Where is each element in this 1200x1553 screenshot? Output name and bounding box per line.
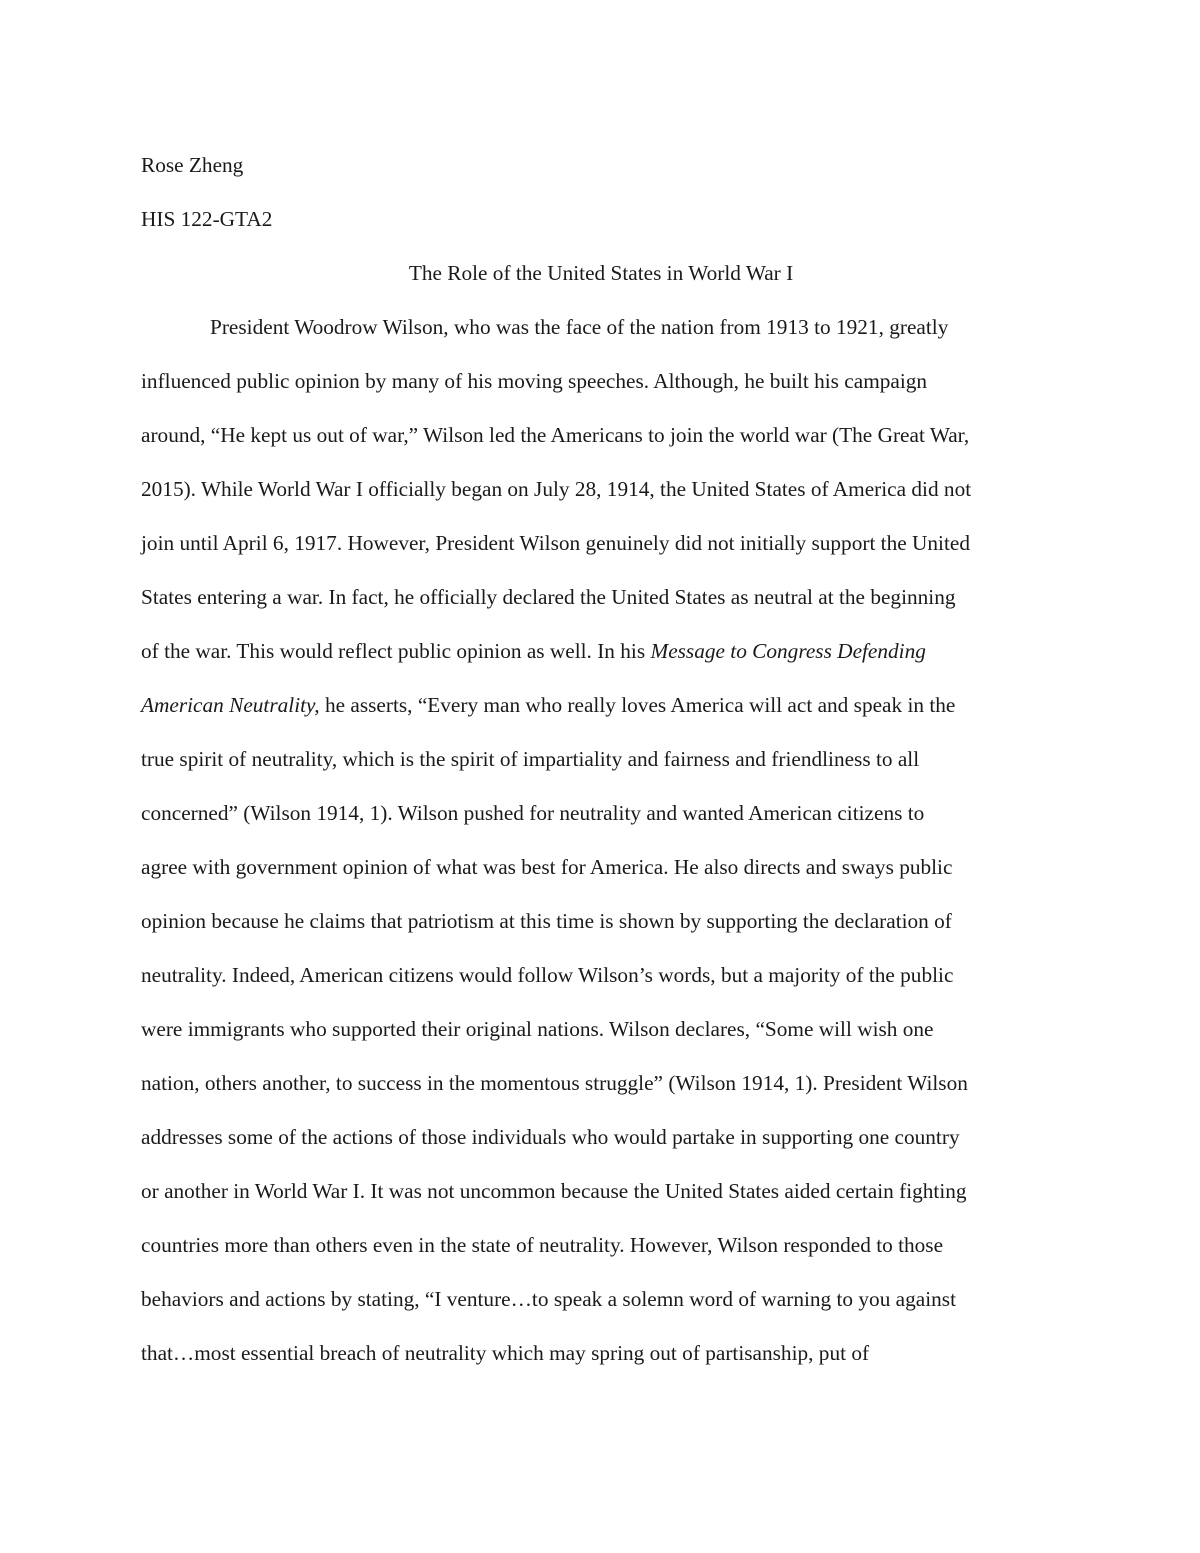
paragraph-line: opinion because he claims that patriotism at this time is shown by supporting the declaration of bbox=[141, 909, 952, 933]
paragraph-line: States entering a war. In fact, he officially declared the United States as neutral at the beginning bbox=[141, 585, 956, 609]
document-body bbox=[141, 138, 1061, 1380]
author-name: Rose Zheng bbox=[141, 153, 244, 177]
paragraph-line: countries more than others even in the state of neutrality. However, Wilson responded to those bbox=[141, 1233, 944, 1257]
italic-source-title: American Neutrality, bbox=[141, 693, 320, 717]
paragraph-line: nation, others another, to success in the momentous struggle” (Wilson 1914, 1). President Wilson bbox=[141, 1071, 968, 1095]
paragraph-line: influenced public opinion by many of his moving speeches. Although, he built his campaign bbox=[141, 369, 928, 393]
paragraph-line: concerned” (Wilson 1914, 1). Wilson pushed for neutrality and wanted American citizens to bbox=[141, 801, 925, 825]
paragraph-line bbox=[141, 624, 1061, 678]
paragraph-line: President Woodrow Wilson, who was the face of the nation from 1913 to 1921, greatly bbox=[210, 315, 949, 339]
line-text: of the war. This would reflect public opinion as well. In his bbox=[141, 639, 651, 663]
course-code: HIS 122-GTA2 bbox=[141, 207, 273, 231]
essay-title: The Role of the United States in World War I bbox=[408, 261, 794, 285]
paragraph-line: addresses some of the actions of those individuals who would partake in supporting one country bbox=[141, 1125, 960, 1149]
paragraph-line: agree with government opinion of what was best for America. He also directs and sways public bbox=[141, 855, 953, 879]
paragraph-line: behaviors and actions by stating, “I venture…to speak a solemn word of warning to you against bbox=[141, 1287, 957, 1311]
line-text: he asserts, “Every man who really loves America will act and speak in the bbox=[319, 693, 956, 717]
paragraph-line: true spirit of neutrality, which is the spirit of impartiality and fairness and friendliness to all bbox=[141, 747, 920, 771]
paragraph-line: or another in World War I. It was not uncommon because the United States aided certain fighting bbox=[141, 1179, 967, 1203]
paragraph-line: were immigrants who supported their original nations. Wilson declares, “Some will wish one bbox=[141, 1017, 934, 1041]
paragraph-line: around, “He kept us out of war,” Wilson led the Americans to join the world war (The Great War, bbox=[141, 423, 970, 447]
paragraph-line bbox=[141, 678, 1061, 732]
italic-source-title: Message to Congress Defending bbox=[650, 639, 926, 663]
paragraph-line: neutrality. Indeed, American citizens would follow Wilson’s words, but a majority of the public bbox=[141, 963, 954, 987]
paragraph-line: join until April 6, 1917. However, President Wilson genuinely did not initially support the United bbox=[141, 531, 970, 555]
paragraph-line: that…most essential breach of neutrality which may spring out of partisanship, put of bbox=[141, 1341, 870, 1365]
paragraph-line: 2015). While World War I officially began on July 28, 1914, the United States of America did not bbox=[141, 477, 972, 501]
